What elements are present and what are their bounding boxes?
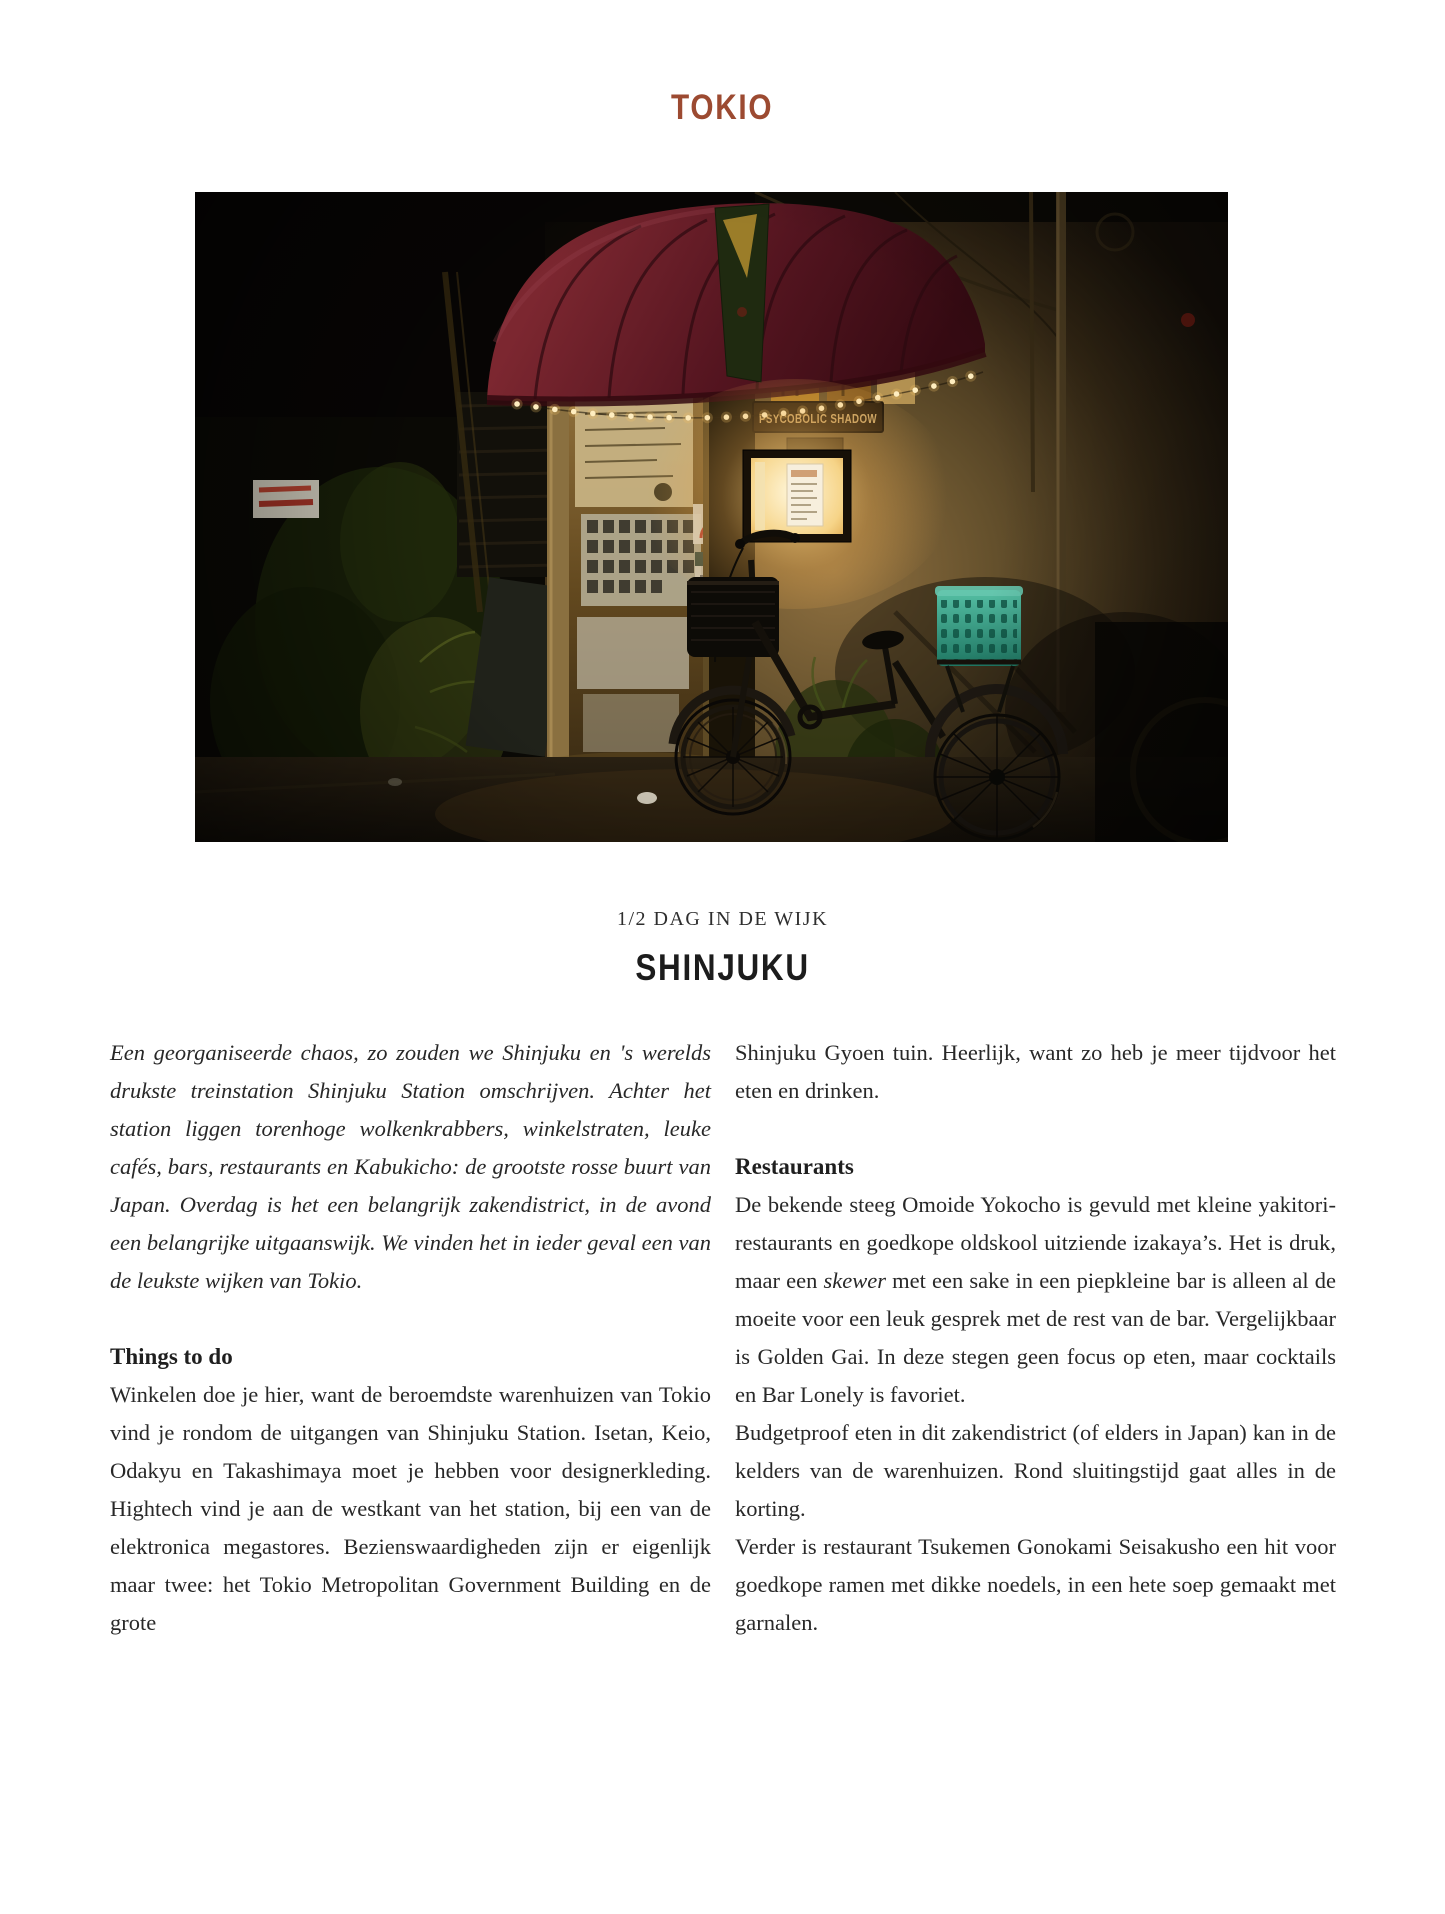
hero-photo-illustration [195,192,1228,842]
section-kicker: 1/2 DAG IN DE WIJK [616,908,829,930]
section-title: SHINJUKU [635,947,810,988]
restaurants-paragraph [735,1186,1336,1414]
masthead [0,88,1445,128]
restaurants-italic-word: skewer [823,1268,886,1293]
hero-photo [195,192,1228,842]
things-to-do-paragraph: Winkelen doe je hier, want de beroemdste warenhuizen van Tokio vind je rondom de uitgangen van Shinjuku Station. Isetan, Keio, Odakyu en Takashimaya moet je hebben voor designerkleding. Hightech vind je aan de westkant van het station, bij een van de elektronica megastores. Bezienswaardigheden zijn er eigenlijk maar twee: het Tokio Metropolitan Government Building en de grote [110,1382,711,1635]
page-title: TOKIO [671,88,774,127]
restaurants-text-after: met een sake in een piepkleine bar is alleen al de moeite voor een leuk gesprek met de rest van de bar. Vergelijkbaar is Golden Gai. In deze stegen geen focus op eten, maar cocktails en Bar Lonely is favoriet. [735,1268,1336,1407]
budget-paragraph: Budgetproof eten in dit zakendistrict (of elders in Japan) kan in de kelders van de warenhuizen. Rond sluitingstijd gaat alles in de korting. [735,1420,1336,1521]
section-head [0,908,1445,989]
photo-vignette [195,192,1228,842]
things-to-do-heading: Things to do [110,1344,233,1369]
restaurants-text-before: De bekende steeg Omoide Yokocho is gevuld met kleine yakitori-restaurants en goedkope oldskool uitziende izakaya’s. Het is druk, maar een [735,1192,1336,1293]
left-column [110,1034,711,1642]
article-columns [110,1034,1336,1642]
restaurants-heading: Restaurants [735,1154,854,1179]
right-column [735,1034,1336,1642]
gyoen-paragraph: Shinjuku Gyoen tuin. Heerlijk, want zo heb je meer tijdvoor het eten en drinken. [735,1040,1336,1103]
intro-paragraph: Een georganiseerde chaos, zo zouden we Shinjuku en 's werelds drukste treinstation Shinjuku Station omschrijven. Achter het station liggen torenhoge wolkenkrabbers, winkelstraten, leuke cafés, bars, restaurants en Kabukicho: de grootste rosse buurt van Japan. Overdag is het een belangrijk zakendistrict, in de avond een belangrijke uitgaanswijk. We vinden het in ieder geval een van de leukste wijken van Tokio. [110,1040,711,1293]
tsukemen-paragraph: Verder is restaurant Tsukemen Gonokami Seisakusho een hit voor goedkope ramen met dikke noedels, in een hete soep gemaakt met garnalen. [735,1534,1336,1635]
